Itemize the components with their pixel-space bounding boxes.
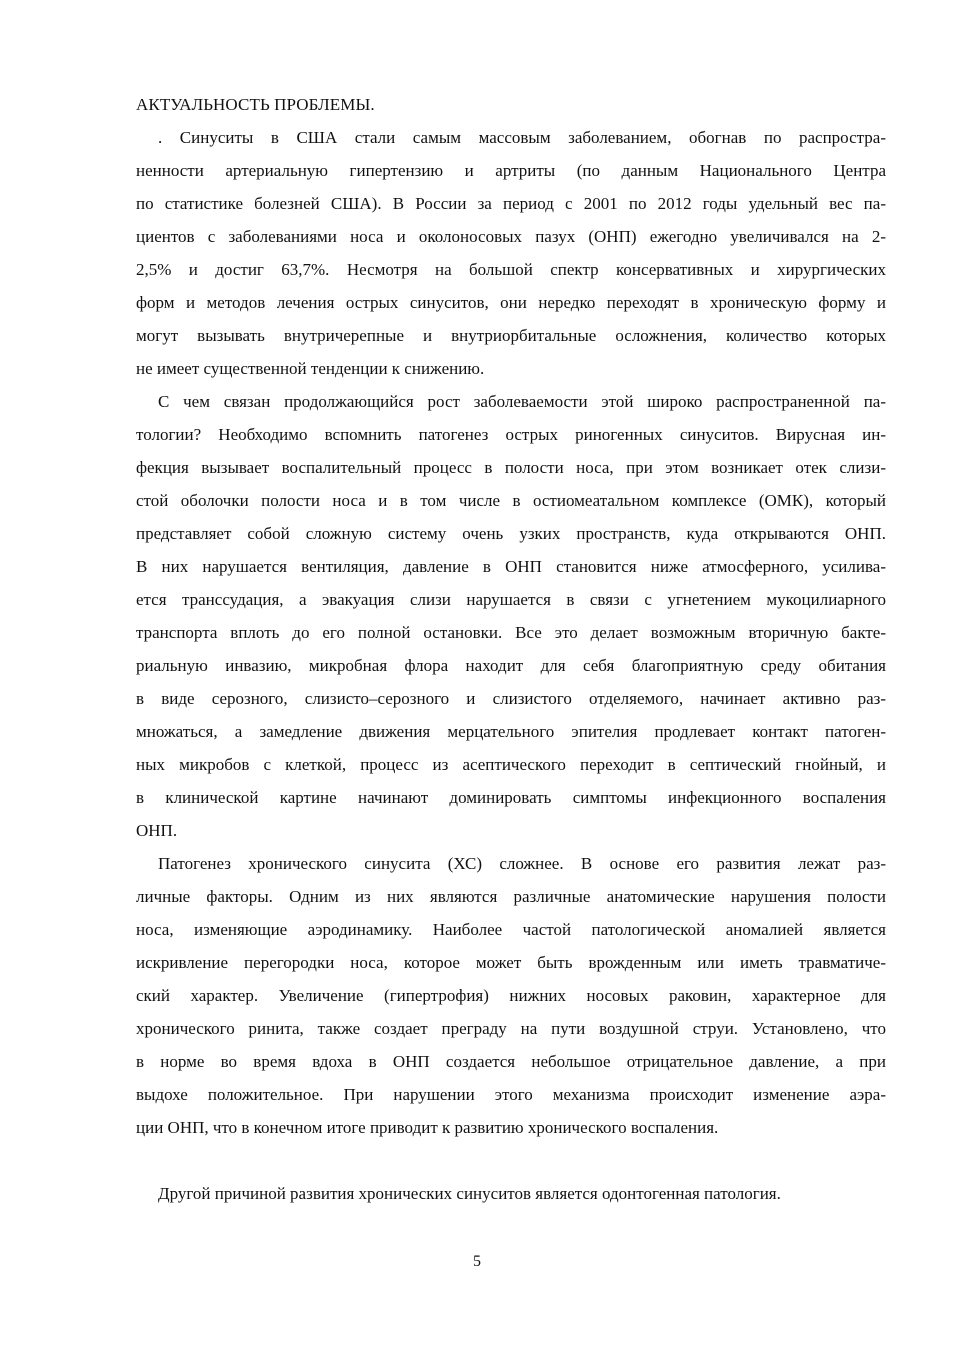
paragraph-line: Патогенез хронического синусита (ХС) сложнее. В основе его развития лежат раз- bbox=[158, 854, 886, 873]
paragraph-line: ется транссудация, а эвакуация слизи нарушается в связи с угнетением мукоцилиарного bbox=[136, 590, 886, 609]
paragraph-line: тологии? Необходимо вспомнить патогенез острых риногенных синуситов. Вирусная ин- bbox=[136, 425, 886, 444]
paragraph-line: С чем связан продолжающийся рост заболеваемости этой широко распространенной па- bbox=[158, 392, 886, 411]
paragraph-line: личные факторы. Одним из них являются различные анатомические нарушения полости bbox=[136, 887, 886, 906]
document-page bbox=[136, 88, 886, 1210]
paragraph-line: в клинической картине начинают доминировать симптомы инфекционного воспаления bbox=[136, 788, 886, 807]
paragraph-4 bbox=[136, 1177, 886, 1210]
paragraph-line: в виде серозного, слизисто–серозного и слизистого отделяемого, начинает активно раз- bbox=[136, 689, 886, 708]
paragraph-line: могут вызывать внутричерепные и внутриорбитальные осложнения, количество которых bbox=[136, 326, 886, 345]
paragraph-line: циентов с заболеваниями носа и околоносовых пазух (ОНП) ежегодно увеличивался на 2- bbox=[136, 227, 886, 246]
paragraph-line: представляет собой сложную систему очень узких пространств, куда открываются ОНП. bbox=[136, 524, 886, 543]
paragraph-line: выдохе положительное. При нарушении этого механизма происходит изменение аэра- bbox=[136, 1085, 886, 1104]
paragraph-3 bbox=[136, 847, 886, 1144]
paragraph-line: форм и методов лечения острых синуситов, они нередко переходят в хроническую форму и bbox=[136, 293, 886, 312]
paragraph-line: . Синуситы в США стали самым массовым заболеванием, обогнав по распростра- bbox=[158, 128, 886, 147]
paragraph-line: В них нарушается вентиляция, давление в ОНП становится ниже атмосферного, усилива- bbox=[136, 557, 886, 576]
paragraph-line: 2,5% и достиг 63,7%. Несмотря на большой спектр консервативных и хирургических bbox=[136, 260, 886, 279]
paragraph-line: по статистике болезней США). В России за период с 2001 по 2012 годы удельный вес па- bbox=[136, 194, 886, 213]
paragraph-line: ОНП. bbox=[136, 821, 178, 840]
paragraph-line: в норме во время вдоха в ОНП создается небольшое отрицательное давление, а при bbox=[136, 1052, 886, 1071]
paragraph-line: ции ОНП, что в конечном итоге приводит к развитию хронического воспаления. bbox=[136, 1118, 719, 1137]
paragraph-line: хронического ринита, также создает преграду на пути воздушной струи. Установлено, что bbox=[136, 1019, 886, 1038]
paragraph-line: ненности артериальную гипертензию и артриты (по данным Национального Центра bbox=[136, 161, 886, 180]
paragraph-2 bbox=[136, 385, 886, 847]
paragraph-line: фекция вызывает воспалительный процесс в полости носа, при этом возникает отек слизи- bbox=[136, 458, 886, 477]
paragraph-1 bbox=[136, 121, 886, 385]
paragraph-line: риальную инвазию, микробная флора находит для себя благоприятную среду обитания bbox=[136, 656, 886, 675]
paragraph-line: не имеет существенной тенденции к снижению. bbox=[136, 359, 485, 378]
page-number: 5 bbox=[473, 1253, 481, 1270]
paragraph-line: множаться, а замедление движения мерцательного эпителия продлевает контакт патоген- bbox=[136, 722, 886, 741]
section-heading: АКТУАЛЬНОСТЬ ПРОБЛЕМЫ. bbox=[136, 95, 375, 114]
paragraph-line: искривление перегородки носа, которое может быть врожденным или иметь травматиче- bbox=[136, 953, 886, 972]
paragraph-line: носа, изменяющие аэродинамику. Наиболее частой патологической аномалией является bbox=[136, 920, 886, 939]
paragraph-line: Другой причиной развития хронических синуситов является одонтогенная патология. bbox=[158, 1184, 781, 1203]
paragraph-gap bbox=[136, 1144, 886, 1177]
paragraph-line: транспорта вплоть до его полной остановки. Все это делает возможным вторичную бакте- bbox=[136, 623, 886, 642]
paragraph-line: ский характер. Увеличение (гипертрофия) нижних носовых раковин, характерное для bbox=[136, 986, 886, 1005]
paragraph-line: ных микробов с клеткой, процесс из асептического переходит в септический гнойный, и bbox=[136, 755, 886, 774]
paragraph-line: стой оболочки полости носа и в том числе в остиомеатальном комплексе (ОМК), который bbox=[136, 491, 886, 510]
